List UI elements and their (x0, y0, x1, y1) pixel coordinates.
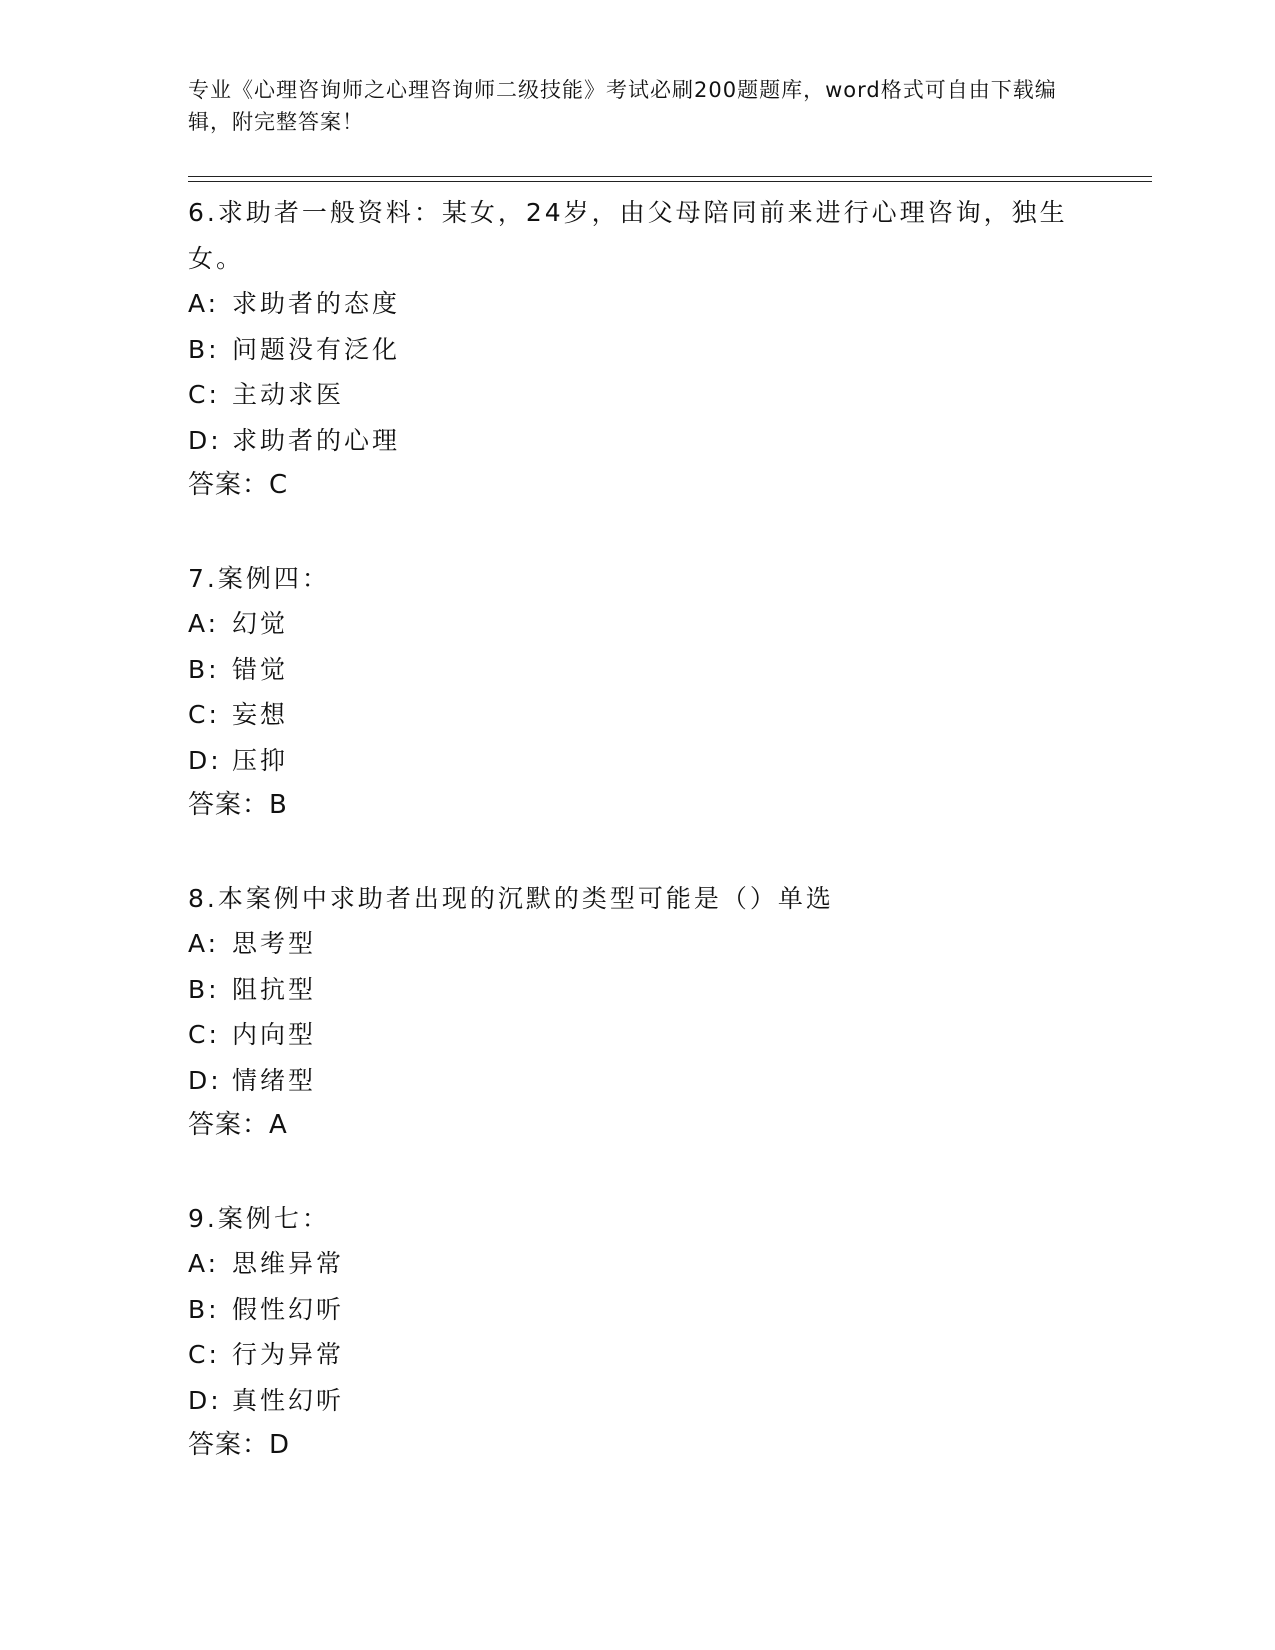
question-title: 7.案例四： (188, 563, 330, 593)
option-a (188, 921, 1088, 967)
option-d (188, 418, 1088, 464)
header-divider-bottom (188, 181, 1152, 182)
option-b (188, 1287, 1088, 1333)
option-text: 求助者的态度 (232, 289, 401, 318)
answer-line: 答案：A (188, 1110, 288, 1140)
option-key: D: (188, 425, 222, 455)
option-text: 主动求医 (232, 380, 345, 409)
option-text: 内向型 (232, 1020, 317, 1049)
option-text: 假性幻听 (232, 1294, 345, 1324)
option-key: C: (188, 1020, 220, 1049)
option-c (188, 1332, 1088, 1378)
option-key: C: (188, 1340, 220, 1369)
header-divider-top (188, 176, 1152, 177)
option-text: 错觉 (232, 654, 289, 684)
option-a (188, 281, 1088, 327)
option-text: 妄想 (232, 700, 289, 729)
question-title: 8.本案例中求助者出现的沉默的类型可能是（）单选 (188, 883, 834, 913)
option-key: D: (188, 745, 222, 775)
option-key: B: (188, 1294, 220, 1324)
question-8 (188, 876, 1088, 1149)
option-key: A: (188, 609, 220, 638)
option-key: C: (188, 700, 220, 729)
option-key: B: (188, 654, 220, 684)
option-text: 问题没有泛化 (232, 334, 401, 364)
option-text: 行为异常 (232, 1340, 345, 1369)
option-text: 阻抗型 (232, 974, 317, 1004)
document-header: 专业《心理咨询师之心理咨询师二级技能》考试必刷200题题库，word格式可自由下载编辑，附完整答案！ (188, 78, 1057, 134)
answer-line: 答案：C (188, 470, 289, 500)
option-b (188, 647, 1088, 693)
question-title: 9.案例七： (188, 1203, 330, 1233)
option-d (188, 738, 1088, 784)
question-6 (188, 190, 1088, 509)
question-9 (188, 1196, 1088, 1469)
option-d (188, 1378, 1088, 1424)
option-c (188, 1012, 1088, 1058)
option-text: 情绪型 (232, 1065, 317, 1095)
answer-line: 答案：D (188, 1430, 291, 1460)
option-text: 幻觉 (232, 609, 289, 638)
answer-line: 答案：B (188, 790, 288, 820)
option-text: 真性幻听 (232, 1385, 345, 1415)
option-text: 思考型 (232, 929, 317, 958)
question-title: 6.求助者一般资料：某女，24岁，由父母陪同前来进行心理咨询，独生女。 (188, 198, 1068, 273)
option-a (188, 1241, 1088, 1287)
option-c (188, 372, 1088, 418)
option-a (188, 601, 1088, 647)
question-list (188, 190, 1088, 1516)
option-key: A: (188, 929, 220, 958)
option-text: 求助者的心理 (232, 425, 401, 455)
option-text: 压抑 (232, 745, 289, 775)
option-key: B: (188, 974, 220, 1004)
option-key: D: (188, 1385, 222, 1415)
option-key: B: (188, 334, 220, 364)
option-b (188, 327, 1088, 373)
option-text: 思维异常 (232, 1249, 345, 1278)
option-key: D: (188, 1065, 222, 1095)
option-key: C: (188, 380, 220, 409)
option-key: A: (188, 289, 220, 318)
option-c (188, 692, 1088, 738)
option-key: A: (188, 1249, 220, 1278)
question-7 (188, 556, 1088, 829)
option-d (188, 1058, 1088, 1104)
option-b (188, 967, 1088, 1013)
